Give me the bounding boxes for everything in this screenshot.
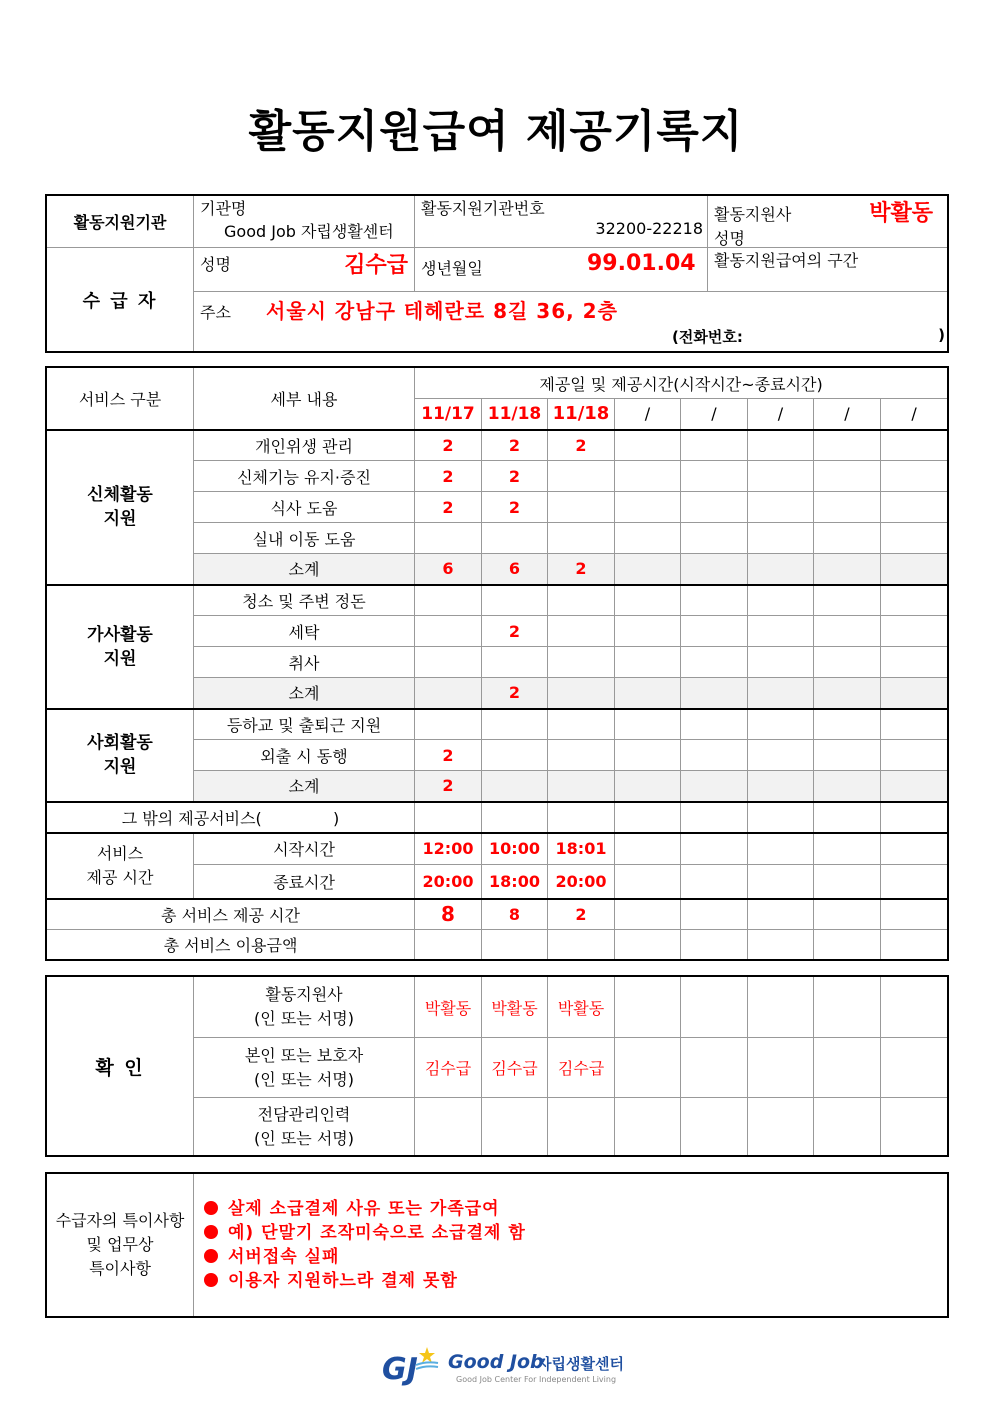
subtotal-cell [615,771,681,802]
signature-cell[interactable] [748,977,814,1038]
value-cell [615,492,681,523]
signature-cell[interactable]: 박활동 [415,977,482,1038]
note-item: 살제 소급결제 사유 또는 가족급여 [204,1197,947,1221]
subtotal-cell [881,771,948,802]
signature-cell[interactable] [615,1098,681,1156]
value-cell [482,585,548,616]
value-cell [814,430,881,461]
value-cell [415,616,482,647]
row-label: 외출 시 동행 [194,740,415,771]
signature-cell[interactable]: 김수급 [415,1038,482,1098]
signature-cell[interactable] [748,1098,814,1156]
subtotal-cell [814,771,881,802]
confirm-recipient-label: 본인 또는 보호자 (인 또는 서명) [194,1038,415,1098]
total-amount-cell [681,930,748,960]
note-item: 이용자 지원하느라 결제 못함 [204,1269,947,1293]
value-cell [681,802,748,833]
value-cell [814,492,881,523]
start-time-cell [881,833,948,865]
bullet-icon [204,1225,218,1239]
value-cell [615,430,681,461]
value-cell [681,523,748,554]
subtotal-cell: 6 [415,554,482,585]
end-time-cell [748,865,814,899]
bullet-icon [204,1273,218,1287]
value-cell [615,523,681,554]
value-cell [548,647,615,678]
logo-brand: Good Job [448,1351,544,1373]
subtotal-cell [748,554,814,585]
subtotal-cell [548,678,615,709]
agency-name-cell [194,196,415,248]
value-cell [548,585,615,616]
total-amount-cell [748,930,814,960]
signature-cell[interactable] [814,977,881,1038]
value-cell [881,461,948,492]
start-time-cell [681,833,748,865]
end-time-cell: 20:00 [548,865,615,899]
value-cell [415,585,482,616]
logo-subtitle: Good Job Center For Independent Living [456,1375,617,1384]
signature-cell[interactable]: 박활동 [482,977,548,1038]
total-time-cell [681,899,748,930]
end-time-cell: 18:00 [482,865,548,899]
value-cell [681,740,748,771]
row-label: 청소 및 주변 정돈 [194,585,415,616]
value-cell [881,709,948,740]
note-item: 서버접속 실패 [204,1245,947,1269]
value-cell [681,647,748,678]
address-label: 주소 [200,303,231,322]
start-time-cell [748,833,814,865]
subtotal-cell [615,554,681,585]
subtotal-cell [748,678,814,709]
confirmation-table [46,976,948,1156]
other-services-label: 그 밖의 제공서비스( ) [47,802,415,833]
subtotal-label: 소계 [194,771,415,802]
row-label: 세탁 [194,616,415,647]
signature-cell[interactable]: 김수급 [548,1038,615,1098]
value-cell: 2 [482,492,548,523]
value-cell [681,430,748,461]
value-cell [681,461,748,492]
value-cell [748,616,814,647]
value-cell [548,709,615,740]
logo-korean: 자립생활센터 [537,1355,624,1373]
value-cell: 2 [482,461,548,492]
total-time-cell: 8 [415,899,482,930]
subtotal-cell [415,678,482,709]
start-time-label: 시작시간 [194,833,415,865]
worker-name: 박활동 [869,201,933,226]
signature-cell[interactable] [814,1098,881,1156]
total-amount-label: 총 서비스 이용금액 [47,930,415,960]
value-cell: 2 [548,430,615,461]
end-time-cell [615,865,681,899]
worker-label: 활동지원사 [714,205,792,224]
name-label: 성명 [200,255,231,274]
row-label: 취사 [194,647,415,678]
worker-label-2: 성명 [714,229,745,248]
signature-cell[interactable] [482,1098,548,1156]
value-cell [814,740,881,771]
value-cell [881,523,948,554]
signature-cell[interactable] [615,1038,681,1098]
value-cell [748,802,814,833]
total-amount-cell [482,930,548,960]
subtotal-label: 소계 [194,554,415,585]
value-cell: 2 [415,740,482,771]
agency-label: 활동지원기관 [47,196,194,248]
agency-name-label: 기관명 [200,199,247,218]
total-amount-cell [548,930,615,960]
value-cell [548,461,615,492]
worker-cell [708,196,948,248]
value-cell [881,585,948,616]
signature-cell[interactable] [415,1098,482,1156]
agency-name: Good Job 자립생활센터 [224,222,394,241]
value-cell [415,647,482,678]
value-cell [814,461,881,492]
date-7: / [814,399,881,430]
header-dates: 제공일 및 제공시간(시작시간~종료시간) [415,368,948,399]
value-cell [615,616,681,647]
end-time-cell [814,865,881,899]
value-cell: 2 [482,616,548,647]
row-label: 개인위생 관리 [194,430,415,461]
notes-label: 수급자의 특이사항 및 업무상 특이사항 [47,1174,194,1317]
value-cell [615,461,681,492]
section-cell [708,248,948,292]
confirm-label: 확 인 [47,977,194,1156]
service-time-label: 서비스 제공 시간 [47,833,194,899]
value-cell: 2 [415,461,482,492]
notes-table [46,1173,948,1317]
phone-close: ) [938,326,945,344]
value-cell [748,461,814,492]
total-time-cell [748,899,814,930]
value-cell [881,802,948,833]
subtotal-cell [548,771,615,802]
start-time-cell: 12:00 [415,833,482,865]
value-cell [681,585,748,616]
signature-cell[interactable] [748,1038,814,1098]
value-cell [881,740,948,771]
gj-logo-icon [380,1343,440,1388]
value-cell [814,523,881,554]
agency-no-label: 활동지원기관번호 [421,199,545,218]
value-cell [881,492,948,523]
page-title: 활동지원급여 제공기록지 [248,106,744,157]
value-cell [814,616,881,647]
value-cell [881,616,948,647]
confirm-worker-label: 활동지원사 (인 또는 서명) [194,977,415,1038]
total-time-cell: 8 [482,899,548,930]
signature-cell[interactable] [881,1098,948,1156]
value-cell [615,740,681,771]
subtotal-cell [615,678,681,709]
value-cell [548,740,615,771]
value-cell [681,492,748,523]
value-cell [615,709,681,740]
dob-cell [415,248,708,292]
subtotal-cell [881,554,948,585]
row-label: 식사 도움 [194,492,415,523]
signature-cell[interactable] [681,1038,748,1098]
address-cell [194,292,948,352]
date-8: / [881,399,948,430]
signature-cell[interactable] [881,1038,948,1098]
total-amount-cell [415,930,482,960]
value-cell [548,616,615,647]
value-cell [748,647,814,678]
dob-label: 생년월일 [421,259,483,278]
value-cell [748,740,814,771]
value-cell [482,523,548,554]
subtotal-cell [814,554,881,585]
value-cell [748,492,814,523]
value-cell [482,647,548,678]
start-time-cell [615,833,681,865]
total-time-cell [814,899,881,930]
recipient-info-table [46,195,948,352]
subtotal-cell: 2 [415,771,482,802]
signature-cell[interactable] [681,1098,748,1156]
value-cell [615,647,681,678]
signature-cell[interactable]: 박활동 [548,977,615,1038]
bullet-icon [204,1201,218,1215]
date-4: / [615,399,681,430]
value-cell [681,616,748,647]
end-time-cell [681,865,748,899]
service-record-table [46,367,948,960]
dob-value: 99.01.04 [587,251,696,276]
value-cell [548,802,615,833]
signature-cell[interactable] [548,1098,615,1156]
notes-content[interactable] [194,1174,948,1317]
value-cell: 2 [482,430,548,461]
value-cell [415,802,482,833]
value-cell [482,709,548,740]
end-time-cell: 20:00 [415,865,482,899]
value-cell [748,585,814,616]
total-amount-cell [814,930,881,960]
total-time-label: 총 서비스 제공 시간 [47,899,415,930]
subtotal-label: 소계 [194,678,415,709]
value-cell [548,492,615,523]
date-3: 11/18 [548,399,615,430]
value-cell: 2 [415,430,482,461]
total-amount-cell [881,930,948,960]
total-time-cell [615,899,681,930]
confirm-manager-label: 전담관리인력 (인 또는 서명) [194,1098,415,1156]
header-category: 서비스 구분 [47,368,194,430]
subtotal-cell [881,678,948,709]
note-item: 예) 단말기 조작미숙으로 소급결제 함 [204,1221,947,1245]
signature-cell[interactable] [615,977,681,1038]
start-time-cell [814,833,881,865]
row-label: 신체기능 유지·증진 [194,461,415,492]
value-cell [415,523,482,554]
value-cell [881,430,948,461]
value-cell [615,802,681,833]
date-5: / [681,399,748,430]
subtotal-cell [814,678,881,709]
row-label: 실내 이동 도움 [194,523,415,554]
subtotal-cell: 6 [482,554,548,585]
subtotal-cell [748,771,814,802]
subtotal-cell [681,554,748,585]
group-housework: 가사활동 지원 [47,585,194,709]
value-cell [814,709,881,740]
subtotal-cell [482,771,548,802]
start-time-cell: 10:00 [482,833,548,865]
value-cell [748,430,814,461]
end-time-cell [881,865,948,899]
date-6: / [748,399,814,430]
value-cell [748,709,814,740]
value-cell [814,647,881,678]
value-cell [681,709,748,740]
signature-cell[interactable]: 김수급 [482,1038,548,1098]
signature-cell[interactable] [881,977,948,1038]
total-amount-cell [615,930,681,960]
date-1: 11/17 [415,399,482,430]
row-label: 등하교 및 출퇴근 지원 [194,709,415,740]
subtotal-cell [681,678,748,709]
bullet-icon [204,1249,218,1263]
value-cell [482,740,548,771]
value-cell [881,647,948,678]
name-cell [194,248,415,292]
value-cell [548,523,615,554]
footer-logo [380,1343,640,1388]
end-time-label: 종료시간 [194,865,415,899]
svg-text:GJ: GJ [382,1352,418,1387]
subtotal-cell: 2 [548,554,615,585]
recipient-name: 김수급 [344,253,408,278]
subtotal-cell: 2 [482,678,548,709]
section-label: 활동지원급여의 구간 [714,251,859,270]
value-cell [814,585,881,616]
group-body-activity: 신체활동 지원 [47,430,194,585]
value-cell: 2 [415,492,482,523]
recipient-label: 수 급 자 [47,248,194,352]
total-time-cell: 2 [548,899,615,930]
agency-no-cell [415,196,708,248]
date-2: 11/18 [482,399,548,430]
phone-label: (전화번호: [672,328,743,346]
agency-no: 32200-22218 [595,219,703,238]
subtotal-cell [681,771,748,802]
signature-cell[interactable] [814,1038,881,1098]
address-value: 서울시 강남구 테헤란로 8길 36, 2층 [266,299,618,323]
value-cell [814,802,881,833]
start-time-cell: 18:01 [548,833,615,865]
value-cell [415,709,482,740]
value-cell [748,523,814,554]
header-detail: 세부 내용 [194,368,415,430]
value-cell [482,802,548,833]
value-cell [615,585,681,616]
group-social-activity: 사회활동 지원 [47,709,194,802]
signature-cell[interactable] [681,977,748,1038]
total-time-cell [881,899,948,930]
